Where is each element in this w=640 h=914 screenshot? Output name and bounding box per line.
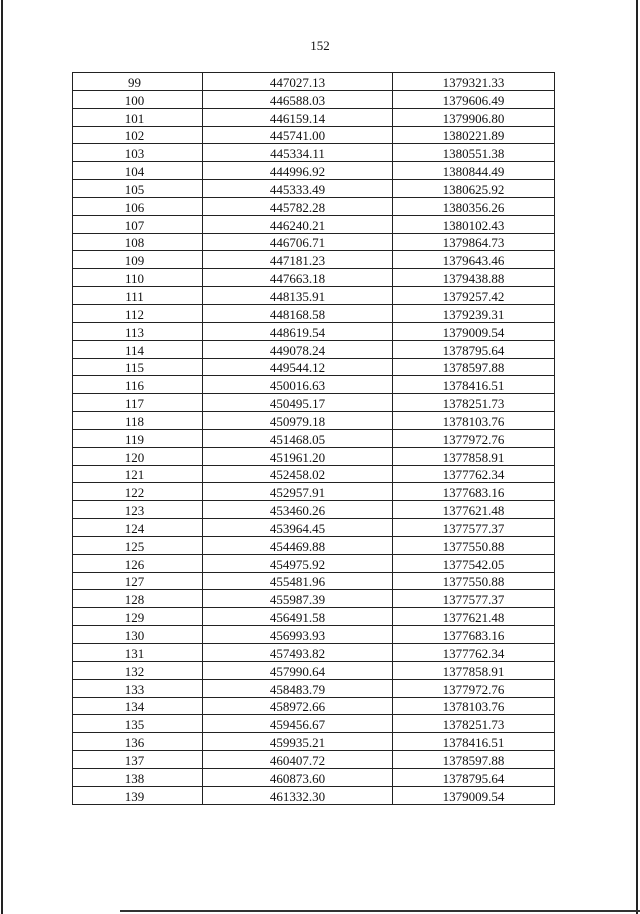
table-row — [73, 644, 555, 662]
x-coordinate-cell: 450979.18 — [203, 412, 393, 430]
point-number-cell: 109 — [73, 251, 203, 269]
x-coordinate-cell: 445333.49 — [203, 180, 393, 198]
table-row — [73, 251, 555, 269]
point-number-cell: 106 — [73, 197, 203, 215]
point-number-cell: 125 — [73, 536, 203, 554]
x-coordinate-cell: 446240.21 — [203, 215, 393, 233]
x-coordinate-cell: 454469.88 — [203, 536, 393, 554]
table-row — [73, 429, 555, 447]
point-number-cell: 115 — [73, 358, 203, 376]
table-row — [73, 376, 555, 394]
point-number-cell: 130 — [73, 626, 203, 644]
x-coordinate-cell: 450016.63 — [203, 376, 393, 394]
y-coordinate-cell: 1378251.73 — [393, 715, 555, 733]
table-row — [73, 144, 555, 162]
point-number-cell: 139 — [73, 786, 203, 804]
x-coordinate-cell: 444996.92 — [203, 162, 393, 180]
x-coordinate-cell: 447663.18 — [203, 269, 393, 287]
y-coordinate-cell: 1378103.76 — [393, 697, 555, 715]
point-number-cell: 101 — [73, 108, 203, 126]
table-row — [73, 126, 555, 144]
point-number-cell: 105 — [73, 180, 203, 198]
table-row — [73, 501, 555, 519]
table-row — [73, 233, 555, 251]
y-coordinate-cell: 1377972.76 — [393, 679, 555, 697]
table-row — [73, 715, 555, 733]
y-coordinate-cell: 1378416.51 — [393, 733, 555, 751]
table-row — [73, 465, 555, 483]
table-row — [73, 215, 555, 233]
y-coordinate-cell: 1379009.54 — [393, 786, 555, 804]
point-number-cell: 135 — [73, 715, 203, 733]
table-row — [73, 768, 555, 786]
point-number-cell: 114 — [73, 340, 203, 358]
table-row — [73, 162, 555, 180]
y-coordinate-cell: 1378795.64 — [393, 768, 555, 786]
point-number-cell: 103 — [73, 144, 203, 162]
y-coordinate-cell: 1380551.38 — [393, 144, 555, 162]
x-coordinate-cell: 458972.66 — [203, 697, 393, 715]
table-row — [73, 90, 555, 108]
table-row — [73, 590, 555, 608]
point-number-cell: 127 — [73, 572, 203, 590]
table-row — [73, 679, 555, 697]
x-coordinate-cell: 446588.03 — [203, 90, 393, 108]
coordinate-table-container — [72, 72, 554, 805]
table-row — [73, 269, 555, 287]
x-coordinate-cell: 447181.23 — [203, 251, 393, 269]
table-row — [73, 519, 555, 537]
x-coordinate-cell: 449078.24 — [203, 340, 393, 358]
point-number-cell: 102 — [73, 126, 203, 144]
y-coordinate-cell: 1379864.73 — [393, 233, 555, 251]
y-coordinate-cell: 1379321.33 — [393, 73, 555, 91]
point-number-cell: 120 — [73, 447, 203, 465]
scan-edge-left — [1, 0, 3, 914]
point-number-cell: 137 — [73, 751, 203, 769]
y-coordinate-cell: 1380844.49 — [393, 162, 555, 180]
x-coordinate-cell: 455481.96 — [203, 572, 393, 590]
point-number-cell: 116 — [73, 376, 203, 394]
table-row — [73, 786, 555, 804]
point-number-cell: 133 — [73, 679, 203, 697]
x-coordinate-cell: 461332.30 — [203, 786, 393, 804]
point-number-cell: 128 — [73, 590, 203, 608]
point-number-cell: 107 — [73, 215, 203, 233]
x-coordinate-cell: 456491.58 — [203, 608, 393, 626]
point-number-cell: 138 — [73, 768, 203, 786]
x-coordinate-cell: 445334.11 — [203, 144, 393, 162]
y-coordinate-cell: 1377577.37 — [393, 519, 555, 537]
point-number-cell: 113 — [73, 322, 203, 340]
y-coordinate-cell: 1379606.49 — [393, 90, 555, 108]
y-coordinate-cell: 1378251.73 — [393, 394, 555, 412]
y-coordinate-cell: 1379906.80 — [393, 108, 555, 126]
y-coordinate-cell: 1380625.92 — [393, 180, 555, 198]
x-coordinate-cell: 457493.82 — [203, 644, 393, 662]
x-coordinate-cell: 453964.45 — [203, 519, 393, 537]
point-number-cell: 131 — [73, 644, 203, 662]
x-coordinate-cell: 459935.21 — [203, 733, 393, 751]
x-coordinate-cell: 456993.93 — [203, 626, 393, 644]
coordinate-table-body — [73, 73, 555, 805]
x-coordinate-cell: 459456.67 — [203, 715, 393, 733]
y-coordinate-cell: 1377683.16 — [393, 626, 555, 644]
y-coordinate-cell: 1377762.34 — [393, 465, 555, 483]
point-number-cell: 123 — [73, 501, 203, 519]
table-row — [73, 412, 555, 430]
y-coordinate-cell: 1380221.89 — [393, 126, 555, 144]
x-coordinate-cell: 445741.00 — [203, 126, 393, 144]
table-row — [73, 608, 555, 626]
table-row — [73, 287, 555, 305]
point-number-cell: 126 — [73, 554, 203, 572]
point-number-cell: 132 — [73, 661, 203, 679]
x-coordinate-cell: 460873.60 — [203, 768, 393, 786]
x-coordinate-cell: 446159.14 — [203, 108, 393, 126]
x-coordinate-cell: 445782.28 — [203, 197, 393, 215]
table-row — [73, 358, 555, 376]
table-row — [73, 536, 555, 554]
x-coordinate-cell: 448168.58 — [203, 304, 393, 322]
point-number-cell: 108 — [73, 233, 203, 251]
x-coordinate-cell: 449544.12 — [203, 358, 393, 376]
x-coordinate-cell: 446706.71 — [203, 233, 393, 251]
table-row — [73, 108, 555, 126]
table-row — [73, 394, 555, 412]
point-number-cell: 117 — [73, 394, 203, 412]
x-coordinate-cell: 448135.91 — [203, 287, 393, 305]
x-coordinate-cell: 457990.64 — [203, 661, 393, 679]
y-coordinate-cell: 1379438.88 — [393, 269, 555, 287]
x-coordinate-cell: 452458.02 — [203, 465, 393, 483]
table-row — [73, 572, 555, 590]
y-coordinate-cell: 1377858.91 — [393, 661, 555, 679]
x-coordinate-cell: 450495.17 — [203, 394, 393, 412]
table-row — [73, 197, 555, 215]
table-row — [73, 304, 555, 322]
point-number-cell: 124 — [73, 519, 203, 537]
point-number-cell: 99 — [73, 73, 203, 91]
table-row — [73, 447, 555, 465]
y-coordinate-cell: 1378103.76 — [393, 412, 555, 430]
y-coordinate-cell: 1377683.16 — [393, 483, 555, 501]
y-coordinate-cell: 1377577.37 — [393, 590, 555, 608]
y-coordinate-cell: 1379643.46 — [393, 251, 555, 269]
x-coordinate-cell: 448619.54 — [203, 322, 393, 340]
coordinate-table — [72, 72, 555, 805]
y-coordinate-cell: 1377621.48 — [393, 608, 555, 626]
y-coordinate-cell: 1378597.88 — [393, 751, 555, 769]
table-row — [73, 340, 555, 358]
x-coordinate-cell: 452957.91 — [203, 483, 393, 501]
point-number-cell: 110 — [73, 269, 203, 287]
y-coordinate-cell: 1377550.88 — [393, 572, 555, 590]
y-coordinate-cell: 1378416.51 — [393, 376, 555, 394]
x-coordinate-cell: 451468.05 — [203, 429, 393, 447]
x-coordinate-cell: 451961.20 — [203, 447, 393, 465]
table-row — [73, 180, 555, 198]
y-coordinate-cell: 1377621.48 — [393, 501, 555, 519]
table-row — [73, 661, 555, 679]
x-coordinate-cell: 455987.39 — [203, 590, 393, 608]
point-number-cell: 121 — [73, 465, 203, 483]
y-coordinate-cell: 1377972.76 — [393, 429, 555, 447]
table-row — [73, 751, 555, 769]
x-coordinate-cell: 460407.72 — [203, 751, 393, 769]
y-coordinate-cell: 1377858.91 — [393, 447, 555, 465]
y-coordinate-cell: 1379009.54 — [393, 322, 555, 340]
point-number-cell: 118 — [73, 412, 203, 430]
point-number-cell: 134 — [73, 697, 203, 715]
x-coordinate-cell: 458483.79 — [203, 679, 393, 697]
point-number-cell: 112 — [73, 304, 203, 322]
x-coordinate-cell: 454975.92 — [203, 554, 393, 572]
point-number-cell: 129 — [73, 608, 203, 626]
table-row — [73, 554, 555, 572]
table-row — [73, 483, 555, 501]
y-coordinate-cell: 1377542.05 — [393, 554, 555, 572]
table-row — [73, 322, 555, 340]
scan-edge-bottom — [120, 910, 640, 912]
x-coordinate-cell: 447027.13 — [203, 73, 393, 91]
y-coordinate-cell: 1377550.88 — [393, 536, 555, 554]
y-coordinate-cell: 1377762.34 — [393, 644, 555, 662]
point-number-cell: 100 — [73, 90, 203, 108]
scan-edge-right — [636, 0, 638, 914]
y-coordinate-cell: 1378795.64 — [393, 340, 555, 358]
table-row — [73, 73, 555, 91]
point-number-cell: 119 — [73, 429, 203, 447]
page-number: 152 — [310, 38, 330, 53]
y-coordinate-cell: 1378597.88 — [393, 358, 555, 376]
point-number-cell: 136 — [73, 733, 203, 751]
table-row — [73, 626, 555, 644]
table-row — [73, 697, 555, 715]
table-row — [73, 733, 555, 751]
y-coordinate-cell: 1380356.26 — [393, 197, 555, 215]
y-coordinate-cell: 1379257.42 — [393, 287, 555, 305]
y-coordinate-cell: 1379239.31 — [393, 304, 555, 322]
y-coordinate-cell: 1380102.43 — [393, 215, 555, 233]
point-number-cell: 104 — [73, 162, 203, 180]
point-number-cell: 122 — [73, 483, 203, 501]
x-coordinate-cell: 453460.26 — [203, 501, 393, 519]
point-number-cell: 111 — [73, 287, 203, 305]
